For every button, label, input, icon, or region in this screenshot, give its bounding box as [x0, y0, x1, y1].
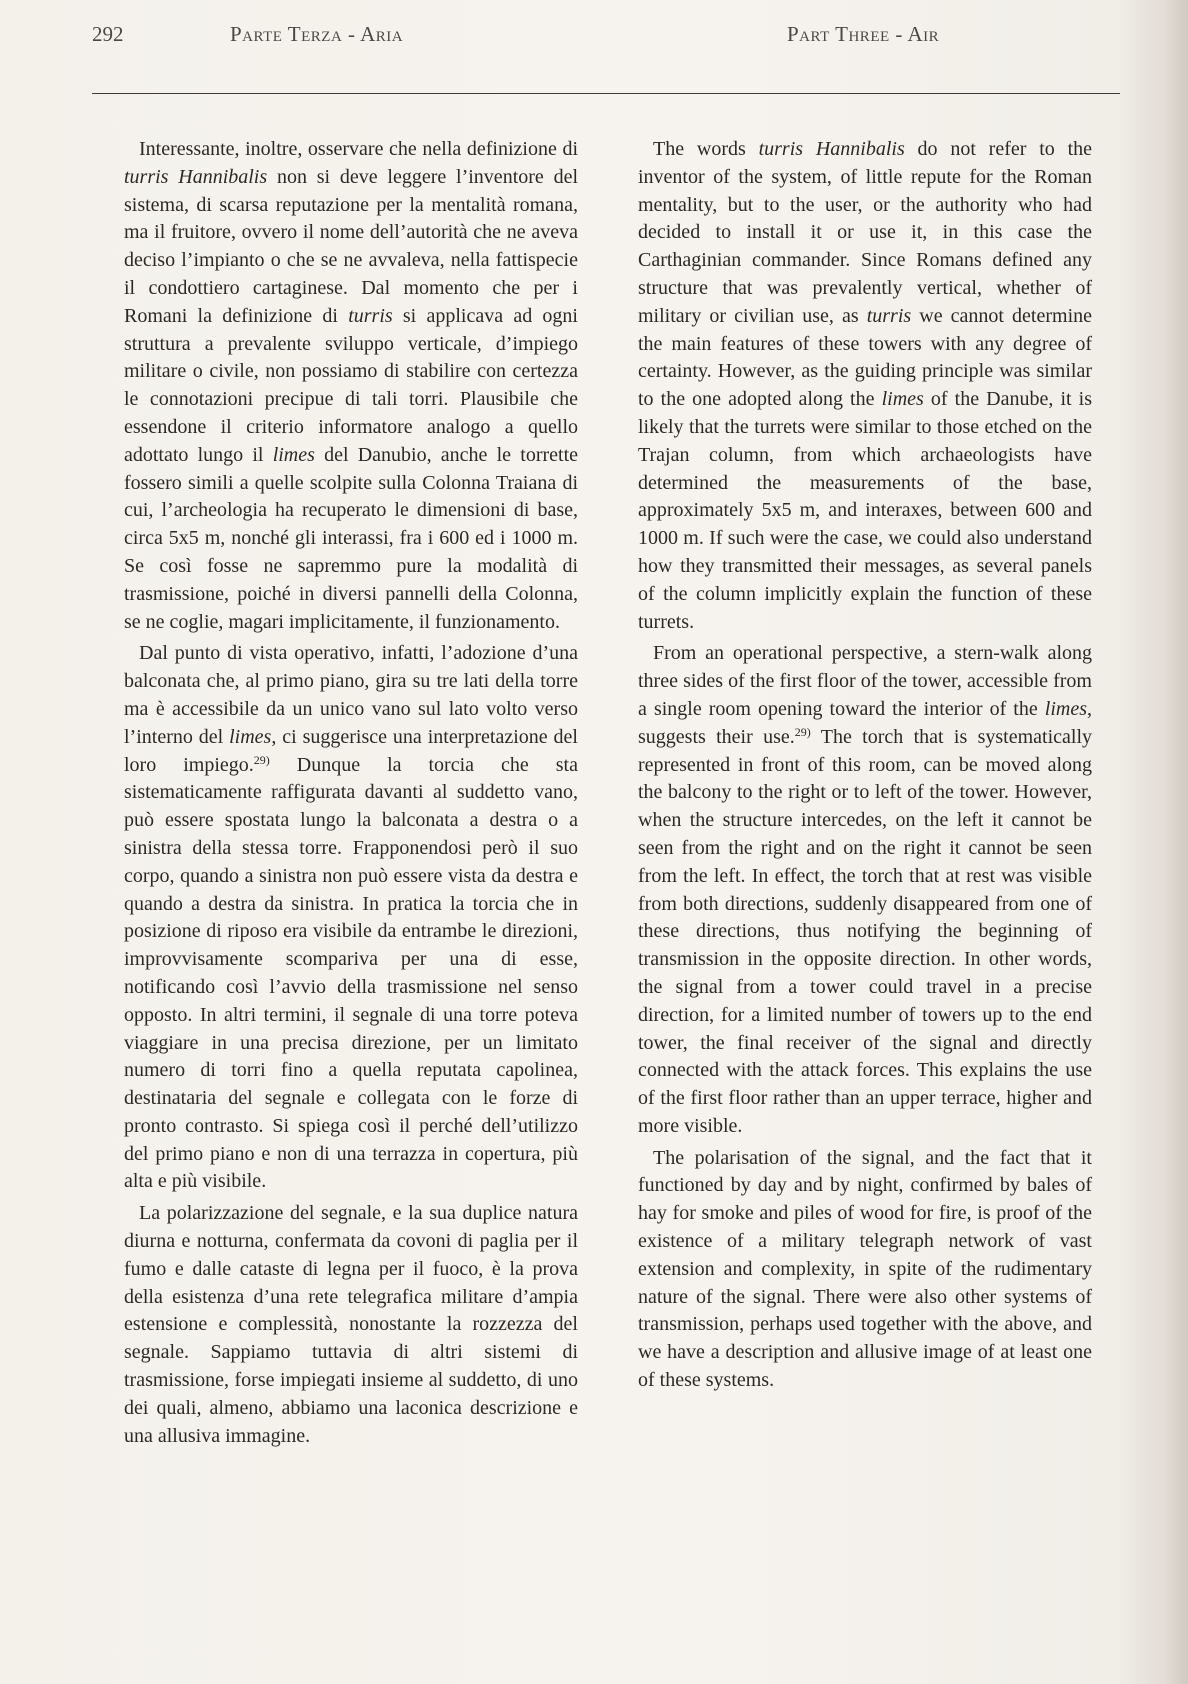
- italic-term: limes: [1044, 697, 1087, 720]
- italic-term: turris: [866, 304, 912, 327]
- text-run: Dal punto di vista operativo, infatti, l’adozione d’una balconata che, al primo piano, gira su tre lati della torre ma è accessibile da un unico vano sul lato volto verso l’interno del: [124, 642, 578, 748]
- text-run: si applicava ad ogni struttura a prevalente sviluppo verticale, d’impiego militare o civile, non possiamo di stabilire con certezza le connotazioni precipue di tali torri. Plausibile che essendone il criterio informatore analogo a quello adottato lungo il: [124, 304, 578, 466]
- english-column: [638, 136, 1092, 1399]
- text-run: , ci suggerisce una interpretazione del loro impiego.: [124, 725, 578, 776]
- text-run: Interessante, inoltre, osservare che nella definizione di: [139, 138, 578, 160]
- text-run: The words: [653, 138, 759, 160]
- english-paragraph-2: [638, 640, 1092, 1140]
- text-run: of the Danube, it is likely that the turrets were similar to those etched on the Trajan column, from which archaeologists have determined the measurements of the base, approximately 5x5 m, and interaxes, between 600 and 1000 m. If such were the case, we could also understand how they transmitted their messages, as several panels of the column implicitly explain the function of these turrets.: [638, 388, 1093, 633]
- footnote-reference: 29): [253, 752, 270, 767]
- italic-term: turris: [348, 304, 393, 327]
- italic-term: turris Hannibalis: [758, 138, 905, 160]
- text-run: del Danubio, anche le torrette fossero simili a quelle scolpite sulla Colonna Traiana di cui, l’archeologia ha recuperato le dimensioni di base, circa 5x5 m, nonché gli interassi, fra i 600 ed i 1000 m. Se così fosse ne sapremmo pure la modalità di trasmissione, poiché in diversi pannelli della Colonna, se ne coglie, magari implicitamente, il funzionamento.: [124, 443, 579, 633]
- italic-term: limes: [881, 388, 924, 411]
- italic-term: limes: [272, 443, 315, 466]
- italian-paragraph-2: [124, 640, 578, 1196]
- running-title-italian: Parte Terza - Aria: [230, 22, 404, 46]
- text-run: Dunque la torcia che sta sistematicamente raffigurata davanti al suddetto vano, può essere spostata lungo la balconata a destra o a sinistra della stessa torre. Frapponendosi però il suo corpo, quando a sinistra non può essere vista da destra e quando a destra da sinistra. In pratica la torcia che in posizione di riposo era visibile da entrambe le direzioni, improvvisamente scompariva per una di esse, notificando così l’avvio della trasmissione nel senso opposto. In altri termini, il segnale di una torre poteva viaggiare in una precisa direzione, per un limitato numero di torri fino a quella reputata capolinea, destinataria del segnale e collegata con le forze di pronto contrasto. Si spiega così il perché dell’utilizzo del primo piano e non di una terrazza in copertura, più alta e più visibile.: [124, 753, 578, 1193]
- italian-paragraph-3: La polarizzazione del segnale, e la sua duplice natura diurna e notturna, confermata da covoni di paglia per il fumo e dalle cataste di legna per il fuoco, è la prova della esistenza d’una rete telegrafica militare d’ampia estensione e complessità, nonostante la rozzezza del segnale. Sappiamo tuttavia di altri sistemi di trasmissione, forse impiegati insieme al suddetto, di uno dei quali, almeno, abbiamo una laconica descrizione e una allusiva immagine.: [124, 1202, 578, 1447]
- italian-paragraph-1: [124, 136, 578, 636]
- text-run: we cannot determine the main features of these towers with any degree of certainty. However, as the guiding principle was similar to the one adopted along the: [638, 304, 1093, 411]
- text-run: The torch that is systematically represented in front of this room, can be moved along the balcony to the right or to left of the tower. However, when the structure intercedes, on the left it cannot be seen from the right and on the right it cannot be seen from the left. In effect, the torch that at rest was visible from both directions, suddenly disappeared from one of these directions, thus notifying the beginning of transmission in the opposite direction. In other words, the signal from a tower could travel in a precise direction, for a limited number of towers up to the end tower, the final receiver of the signal and directly connected with the attack forces. This explains the use of the first floor rather than an upper terrace, higher and more visible.: [638, 725, 1092, 1137]
- italic-term: limes: [229, 725, 272, 748]
- text-run: From an operational perspective, a stern-walk along three sides of the first floor of the tower, accessible from a single room opening toward the interior of the: [638, 642, 1092, 720]
- running-header: [92, 20, 1120, 50]
- footnote-reference: 29): [794, 724, 811, 739]
- italian-column: [124, 136, 578, 1454]
- page-number: 292: [92, 22, 124, 46]
- header-rule: [92, 93, 1120, 94]
- italic-term: turris Hannibalis: [124, 165, 268, 188]
- text-run: , suggests their use.: [638, 697, 1092, 748]
- english-paragraph-1: [638, 136, 1092, 636]
- running-title-english: Part Three - Air: [787, 22, 940, 46]
- text-run: do not refer to the inventor of the system, of little repute for the Roman mentality, but to the user, or the authority who had decided to install it or use it, in this case the Carthaginian commander. Since Romans defined any structure that was prevalently vertical, whether of military or civilian use, as: [638, 138, 1092, 327]
- text-run: non si deve leggere l’inventore del sistema, di scarsa reputazione per la mentalità romana, ma il fruitore, ovvero il nome dell’autorità che ne aveva deciso l’impianto o che se ne avvaleva, nella fattispecie il condottiero cartaginese. Dal momento che per i Romani la definizione di: [124, 165, 579, 327]
- english-paragraph-3: The polarisation of the signal, and the fact that it functioned by day and by night, confirmed by bales of hay for smoke and piles of wood for fire, is proof of the existence of a military telegraph network of vast extension and complexity, in spite of the rudimentary nature of the signal. There were also other systems of transmission, perhaps used together with the above, and we have a description and allusive image of at least one of these systems.: [638, 1146, 1092, 1392]
